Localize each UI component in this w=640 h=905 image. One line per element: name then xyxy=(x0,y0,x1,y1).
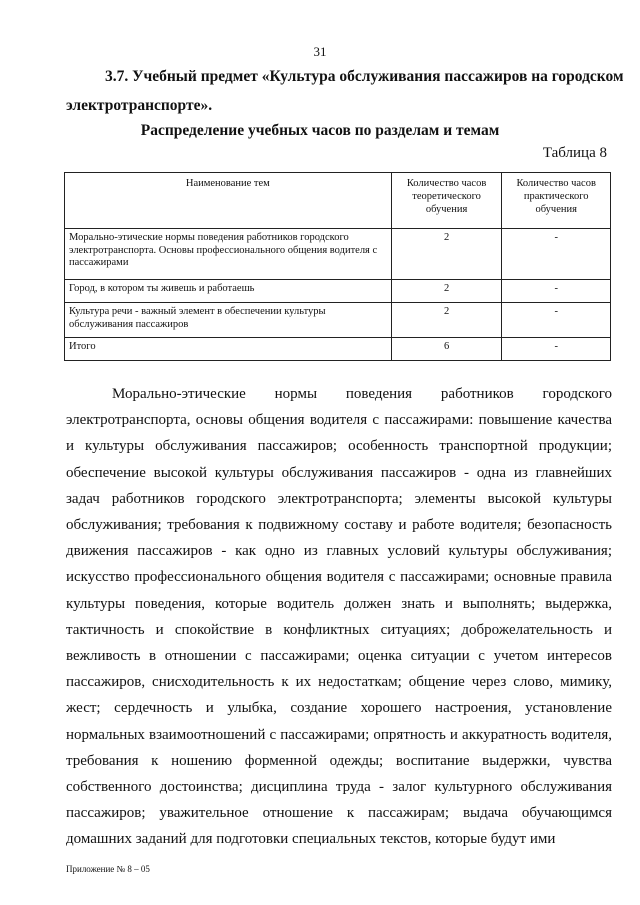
hours-table xyxy=(64,172,611,361)
header-topic: Наименование тем xyxy=(65,173,392,229)
table-row xyxy=(65,229,611,280)
topic-cell: Город, в котором ты живешь и работаешь xyxy=(65,280,392,303)
table-total-row xyxy=(65,338,611,361)
theory-hours-cell: 2 xyxy=(391,303,502,338)
page-number: 31 xyxy=(313,44,327,59)
table-subtitle: Распределение учебных часов по разделам и темам xyxy=(140,122,500,139)
total-practice-hours-cell: - xyxy=(502,338,611,361)
total-theory-hours-cell: 6 xyxy=(391,338,502,361)
footer-note: Приложение № 8 – 05 xyxy=(66,864,150,874)
header-practice-hours: Количество часов практического обучения xyxy=(502,173,611,229)
table-label: Таблица 8 xyxy=(542,145,607,161)
section-heading: 3.7. Учебный предмет «Культура обслуживания пассажиров на городском xyxy=(105,68,624,85)
topic-cell: Морально-этические нормы поведения работников городского электротранспорта. Основы профессионального общения водителя с пассажирами xyxy=(65,229,392,280)
practice-hours-cell: - xyxy=(502,280,611,303)
total-label-cell: Итого xyxy=(65,338,392,361)
table-header-row xyxy=(65,173,611,229)
theory-hours-cell: 2 xyxy=(391,229,502,280)
practice-hours-cell: - xyxy=(502,229,611,280)
practice-hours-cell: - xyxy=(502,303,611,338)
topic-cell: Культура речи - важный элемент в обеспечении культуры обслуживания пассажиров xyxy=(65,303,392,338)
table-row xyxy=(65,303,611,338)
header-theory-hours: Количество часов теоретического обучения xyxy=(391,173,502,229)
section-heading-continued: электротранспорте». xyxy=(66,97,213,114)
body-paragraph: Морально-этические нормы поведения работников городского электротранспорта, основы общения водителя с пассажирами: повышение качества и культуры обслуживания пассажиров; особенность транспортной продукции; обеспечение высокой культуры обслуживания пассажиров - одна из главнейших задач работников городского электротранспорта; элементы высокой культуры обслуживания; требования к подвижному составу и работе водителя; безопасность движения пассажиров - как одно из главных условий культуры обслуживания; искусство профессионального общения водителя с пассажирами; основные правила культуры поведения, которые водитель должен знать и выполнять; выдержка, тактичность и спокойствие в конфликтных ситуациях; доброжелательность и вежливость в отношении с пассажирами; оценка ситуации с учетом интересов пассажиров, снисходительность к их недостаткам; общение через слово, мимику, жест; сердечность и улыбка, создание хорошего настроения, установление нормальных взаимоотношений с пассажирами; опрятность и аккуратность водителя, требования к ношению форменной одежды; воспитание выдержки, чувства собственного достоинства; дисциплина труда - залог культурного обслуживания пассажиров; уважительное отношение к пассажирам; выдача обучающимся домашних заданий для подготовки специальных текстов, которые будут ими xyxy=(66,386,612,848)
theory-hours-cell: 2 xyxy=(391,280,502,303)
table-row xyxy=(65,280,611,303)
